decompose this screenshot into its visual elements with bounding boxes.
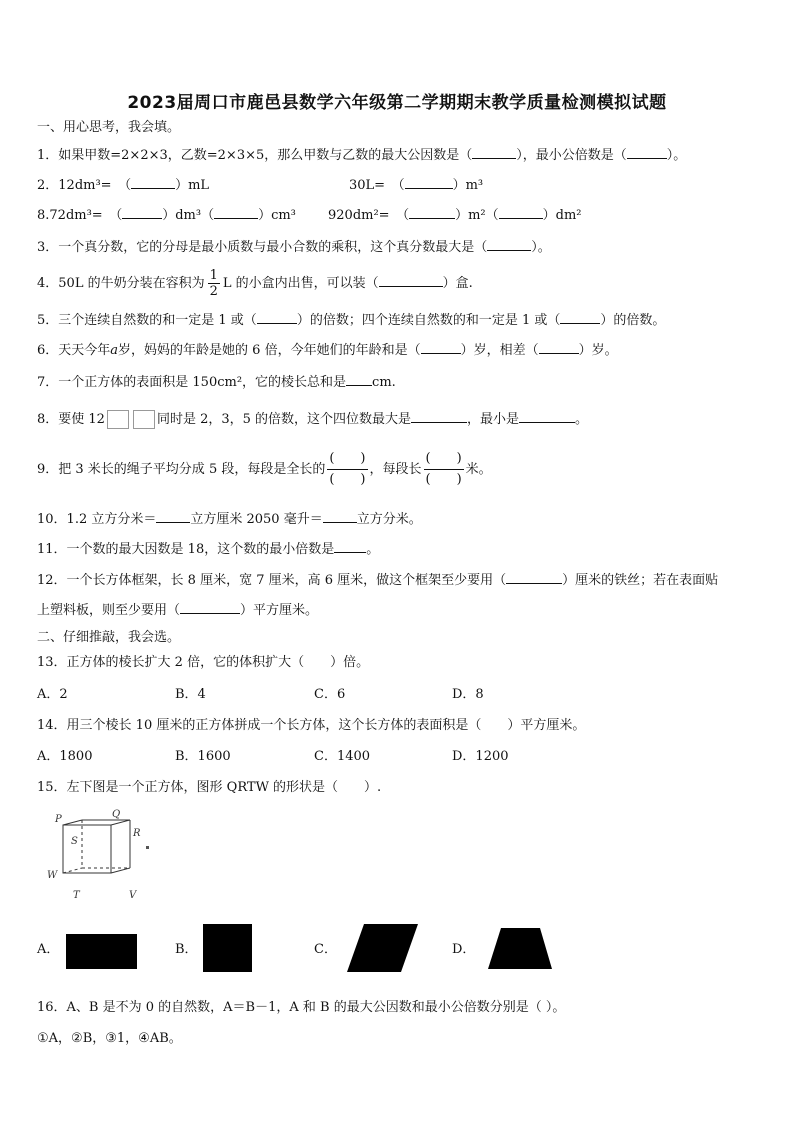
cube-hidden-edge bbox=[63, 868, 82, 873]
question-8: 8．要使 12 同时是 2，3，5 的倍数，这个四位数最大是 ，最小是 。 bbox=[37, 409, 588, 430]
shape-parallelogram[interactable] bbox=[347, 924, 419, 972]
blank[interactable] bbox=[323, 509, 357, 523]
option-c[interactable]: C． bbox=[314, 942, 337, 957]
blank[interactable] bbox=[180, 600, 240, 614]
cube-front-face bbox=[63, 825, 111, 873]
fraction-blank[interactable]: $\frac{( )}{( )}$ bbox=[329, 451, 366, 487]
question-2-part-c: 8.72dm³= （ ）dm³（ ）cm³ bbox=[37, 205, 296, 226]
question-3: 3．一个真分数，它的分母是最小质数与最小合数的乘积，这个真分数最大是（ ）。 bbox=[37, 237, 551, 258]
option-c[interactable]: C．6 bbox=[314, 687, 346, 702]
blank[interactable] bbox=[409, 205, 455, 219]
vertex-label-p: P bbox=[55, 814, 62, 825]
question-5: 5．三个连续自然数的和一定是 1 或（ ）的倍数；四个连续自然数的和一定是 1 或（ ）的倍数。 bbox=[37, 310, 665, 331]
vertex-label-s: S bbox=[71, 836, 78, 847]
option-b[interactable]: B．1600 bbox=[175, 749, 231, 764]
vertex-label-q: Q bbox=[112, 809, 121, 820]
option-a[interactable]: A．1800 bbox=[37, 749, 93, 764]
blank[interactable] bbox=[405, 175, 453, 189]
blank[interactable] bbox=[499, 205, 543, 219]
digit-box[interactable] bbox=[133, 410, 155, 429]
shape-rectangle[interactable] bbox=[66, 934, 137, 969]
option-b[interactable]: B．4 bbox=[175, 687, 206, 702]
option-c[interactable]: C．1400 bbox=[314, 749, 371, 764]
question-12-line-1: 12．一个长方体框架，长 8 厘米，宽 7 厘米，高 6 厘米，做这个框架至少要用（ ）厘米的铁丝；若在表面贴 bbox=[37, 570, 718, 591]
blank[interactable] bbox=[487, 237, 531, 251]
section-two-heading: 二、仔细推敲，我会选。 bbox=[37, 630, 181, 645]
question-2-part-d: 920dm²= （ ）m²（ ）dm² bbox=[328, 205, 582, 226]
cube-edge bbox=[111, 820, 130, 825]
blank[interactable] bbox=[334, 539, 366, 553]
blank[interactable] bbox=[472, 145, 516, 159]
blank[interactable] bbox=[519, 409, 575, 423]
blank[interactable] bbox=[627, 145, 667, 159]
question-4: 4．50L 的牛奶分装在容积为 $\frac{1}{2}$ L 的小盒内出售，可以装（ ）盒. bbox=[37, 268, 473, 299]
question-16-choices: ①A，②B，③1，④AB。 bbox=[37, 1031, 182, 1046]
blank[interactable] bbox=[560, 310, 600, 324]
fraction-blank[interactable]: $\frac{( )}{( )}$ bbox=[425, 451, 462, 487]
blank[interactable] bbox=[346, 372, 372, 386]
blank[interactable] bbox=[411, 409, 467, 423]
blank[interactable] bbox=[421, 340, 461, 354]
vertex-label-v: V bbox=[129, 890, 137, 901]
question-14: 14．用三个棱长 10 厘米的正方体拼成一个长方体，这个长方体的表面积是（ ）平方厘米。 bbox=[37, 718, 586, 733]
blank[interactable] bbox=[539, 340, 579, 354]
digit-box[interactable] bbox=[107, 410, 129, 429]
option-a[interactable]: A．2 bbox=[37, 687, 68, 702]
question-15: 15．左下图是一个正方体，图形 QRTW 的形状是（ ）. bbox=[37, 780, 382, 795]
cube-edge bbox=[63, 820, 82, 825]
shape-square[interactable] bbox=[203, 924, 252, 972]
option-d[interactable]: D．1200 bbox=[452, 749, 509, 764]
question-2-part-a: 2．12dm³= （ ）mL bbox=[37, 175, 209, 196]
blank[interactable] bbox=[131, 175, 175, 189]
shape-trapezoid[interactable] bbox=[488, 928, 554, 970]
blank[interactable] bbox=[122, 205, 162, 219]
question-2-part-b: 30L= （ ）m³ bbox=[349, 175, 483, 196]
question-16: 16．A、B 是不为 0 的自然数，A＝B－1，A 和 B 的最大公因数和最小公倍数分别是（ ）。 bbox=[37, 1000, 566, 1015]
blank[interactable] bbox=[156, 509, 190, 523]
blank[interactable] bbox=[506, 570, 562, 584]
blank[interactable] bbox=[214, 205, 258, 219]
cube-edge bbox=[111, 868, 130, 873]
question-10: 10．1.2 立方分米＝ 立方厘米 2050 毫升＝ 立方分米。 bbox=[37, 509, 422, 530]
section-one-heading: 一、用心思考，我会填。 bbox=[37, 120, 181, 135]
fraction-one-half: $\frac{1}{2}$ bbox=[209, 268, 218, 299]
cube-diagram bbox=[45, 806, 165, 906]
question-6: 6．天天今年a岁，妈妈的年龄是她的 6 倍，今年她们的年龄和是（ ）岁，相差（ ）岁。 bbox=[37, 340, 618, 361]
vertex-label-t: T bbox=[73, 890, 80, 901]
question-12-line-2: 上塑料板，则至少要用（ ）平方厘米。 bbox=[37, 600, 318, 621]
stray-mark bbox=[146, 846, 149, 849]
option-b[interactable]: B． bbox=[175, 942, 198, 957]
question-11: 11．一个数的最大因数是 18，这个数的最小倍数是 。 bbox=[37, 539, 379, 560]
blank[interactable] bbox=[257, 310, 297, 324]
question-7: 7．一个正方体的表面积是 150cm²，它的棱长总和是 cm. bbox=[37, 372, 396, 393]
blank[interactable] bbox=[379, 273, 443, 287]
vertex-label-w: W bbox=[47, 870, 58, 881]
option-d[interactable]: D．8 bbox=[452, 687, 484, 702]
page-title: 2023届周口市鹿邑县数学六年级第二学期期末教学质量检测模拟试题 bbox=[127, 93, 667, 113]
question-9: 9．把 3 米长的绳子平均分成 5 段，每段是全长的 $\frac{( )}{( )}$ ，每段长 $\frac{( )}{( )}$ 米。 bbox=[37, 448, 492, 492]
option-a[interactable]: A． bbox=[37, 942, 60, 957]
question-13: 13．正方体的棱长扩大 2 倍，它的体积扩大（ ）倍。 bbox=[37, 655, 370, 670]
question-1: 1．如果甲数=2×2×3，乙数=2×3×5，那么甲数与乙数的最大公因数是（ ），最小公倍数是（ ）。 bbox=[37, 145, 686, 166]
option-d[interactable]: D． bbox=[452, 942, 476, 957]
vertex-label-r: R bbox=[133, 828, 141, 839]
